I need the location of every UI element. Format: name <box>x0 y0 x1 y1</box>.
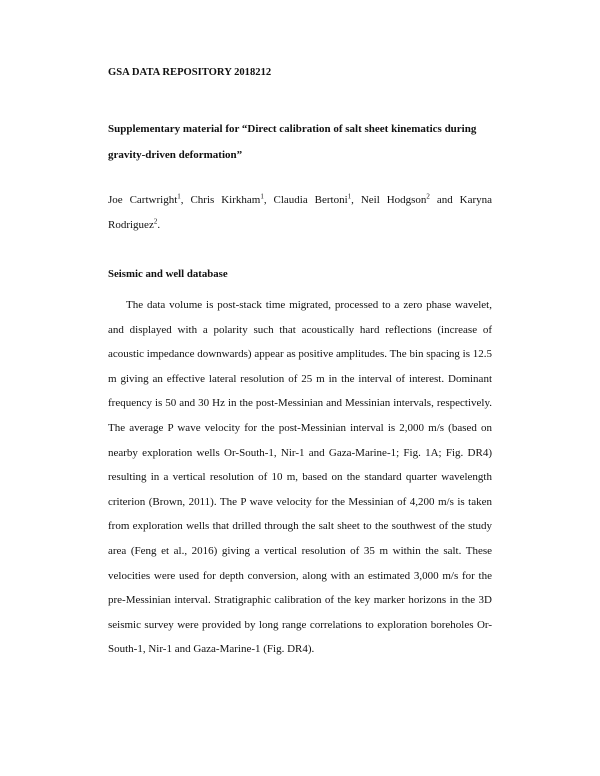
author: Karyna Rodriguez$^2$. <box>108 194 493 231</box>
section-heading: Seismic and well database <box>108 268 228 280</box>
body-paragraph <box>108 293 492 662</box>
author: Neil Hodgson$^2$ and <box>360 192 460 206</box>
author-list <box>108 188 492 238</box>
repository-label: GSA DATA REPOSITORY 2018212 <box>108 67 272 78</box>
author: Chris Kirkham$^1$, <box>190 192 274 206</box>
author: Joe Cartwright$^1$, <box>108 192 191 206</box>
author: Claudia Bertoni$^1$, <box>273 192 361 206</box>
paper-title: Supplementary material for “Direct calibration of salt sheet kinematics during gravity-driven deformation” <box>108 123 477 161</box>
paragraph-text: The data volume is post-stack time migrated, processed to a zero phase wavelet, and displayed with a polarity such that acoustically hard reflections (increase of acoustic impedance downwards) appear as positive amplitudes. The bin spacing is 12.5 m giving an effective lateral resolution of 25 m in the interval of interest. Dominant frequency is 50 and 30 Hz in the post-Messinian and Messinian intervals, respectively. The average P wave velocity for the post-Messinian interval is 2,000 m/s (based on nearby exploration wells Or-South-1, Nir-1 and Gaza-Marine-1; Fig. 1A; Fig. DR4) resulting in a vertical resolution of 10 m, based on the standard quarter wavelength criterion (Brown, 2011). The P wave velocity for the Messinian of 4,200 m/s is taken from exploration wells that drilled through the salt sheet to the southwest of the study area (Feng et al., 2016) giving a vertical resolution of 35 m within the salt. These velocities were used for depth conversion, along with an estimated 3,000 m/s for the pre-Messinian interval. Stratigraphic calibration of the key marker horizons in the 3D seismic survey were provided by long range correlations to exploration boreholes Or-South-1, Nir-1 and Gaza-Marine-1 (Fig. DR4). <box>108 299 492 656</box>
